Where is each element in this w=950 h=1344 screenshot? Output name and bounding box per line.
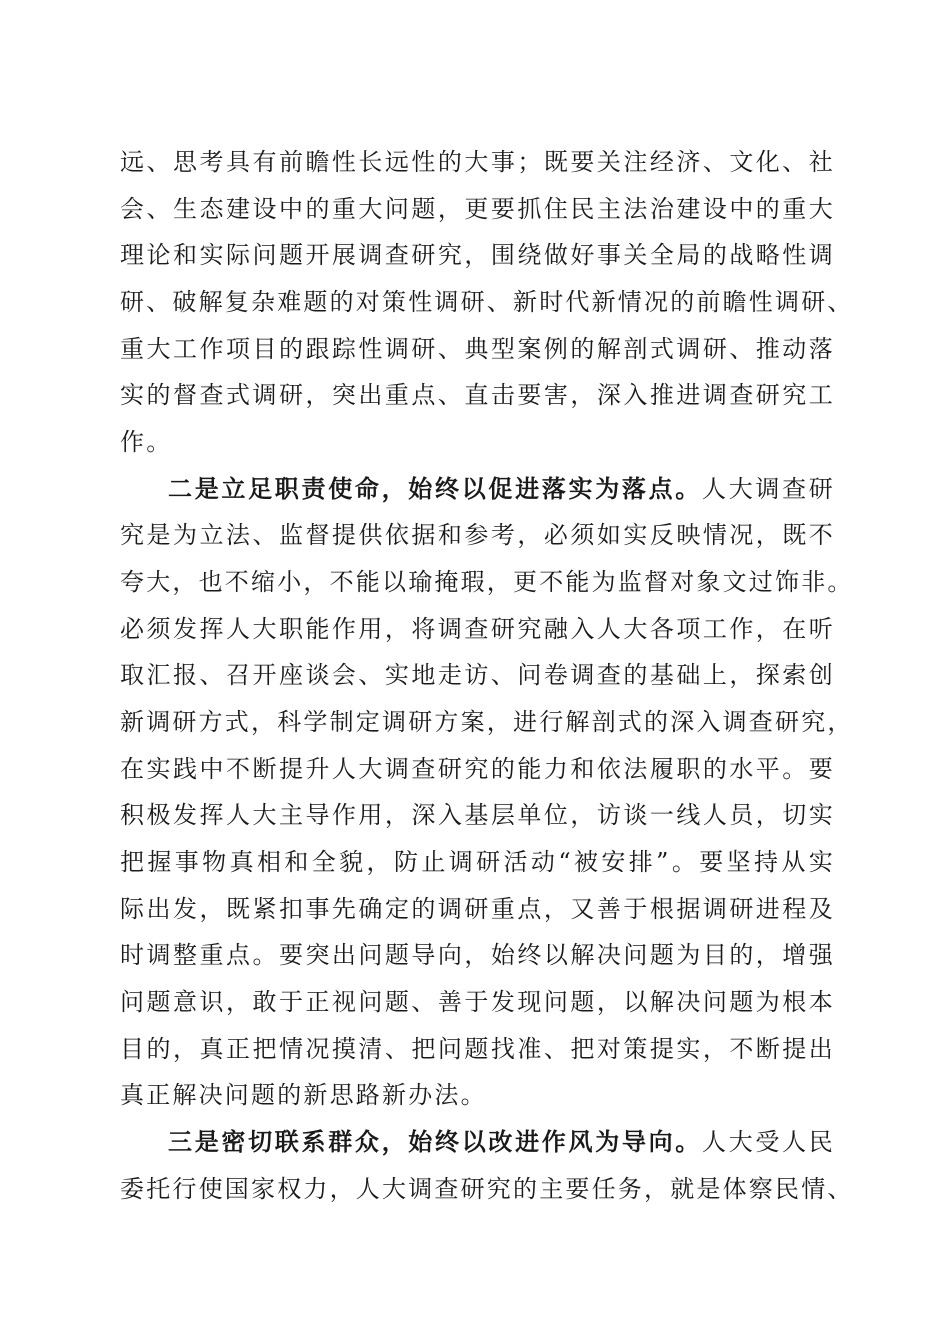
paragraph-first-line [168, 472, 835, 506]
text-line: 委托行使国家权力，人大调查研究的主要任务，就是体察民情、 [120, 1175, 854, 1203]
text-line: 会、生态建设中的重大问题，更要抓住民主法治建设中的重大 [120, 195, 835, 223]
paragraph-first-line-text: 人大受人民 [702, 1128, 835, 1156]
text-line: 研、破解复杂难题的对策性调研、新时代新情况的前瞻性调研、 [120, 288, 854, 316]
text-line: 真正解决问题的新思路新办法。 [120, 1081, 487, 1109]
text-line: 必须发挥人大职能作用，将调查研究融入人大各项工作，在听 [120, 615, 835, 643]
text-line: 问题意识，敢于正视问题、善于发现问题，以解决问题为根本 [120, 988, 835, 1016]
text-line: 把握事物真相和全貌，防止调研活动“被安排”。要坚持从实 [120, 848, 835, 876]
text-line: 时调整重点。要突出问题导向，始终以解决问题为目的，增强 [120, 941, 835, 969]
text-line: 在实践中不断提升人大调查研究的能力和依法履职的水平。要 [120, 755, 835, 783]
text-line: 取汇报、召开座谈会、实地走访、问卷调查的基础上，探索创 [120, 661, 835, 689]
text-line: 际出发，既紧扣事先确定的调研重点，又善于根据调研进程及 [120, 895, 835, 923]
text-line: 究是为立法、监督提供依据和参考，必须如实反映情况，既不 [120, 521, 835, 549]
text-line: 夸大，也不缩小，不能以瑜掩瑕，更不能为监督对象文过饰非。 [120, 568, 854, 596]
paragraph-first-line [168, 1125, 835, 1159]
paragraph-heading: 二是立足职责使命，始终以促进落实为落点。 [168, 474, 702, 503]
text-line: 理论和实际问题开展调查研究，围绕做好事关全局的战略性调 [120, 241, 835, 269]
text-line: 远、思考具有前瞻性长远性的大事；既要关注经济、文化、社 [120, 148, 835, 176]
paragraph-heading: 三是密切联系群众，始终以改进作风为导向。 [168, 1127, 702, 1156]
text-line: 积极发挥人大主导作用，深入基层单位，访谈一线人员，切实 [120, 801, 835, 829]
paragraph-first-line-text: 人大调查研 [702, 475, 835, 503]
text-line: 实的督查式调研，突出重点、直击要害，深入推进调查研究工 [120, 381, 835, 409]
text-line: 作。 [120, 428, 173, 456]
text-line: 重大工作项目的跟踪性调研、典型案例的解剖式调研、推动落 [120, 335, 835, 363]
text-line: 目的，真正把情况摸清、把问题找准、把对策提实，不断提出 [120, 1035, 835, 1063]
text-line: 新调研方式，科学制定调研方案，进行解剖式的深入调查研究， [120, 708, 854, 736]
